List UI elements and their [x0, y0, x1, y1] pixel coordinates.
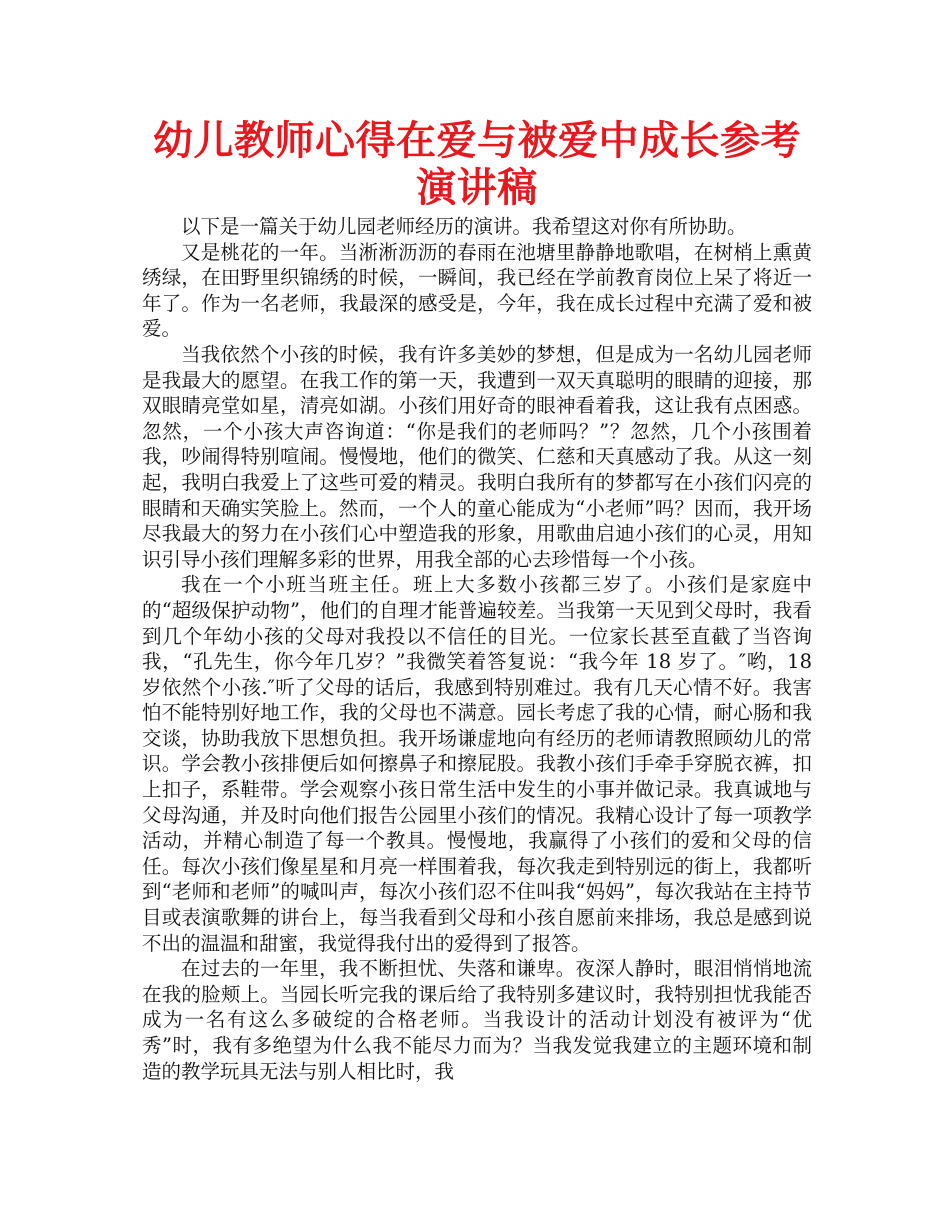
paragraph-spring: 又是桃花的一年。当淅淅沥沥的春雨在池塘里静静地歌唱，在树梢上熏黄绣绿，在田野里织锦绣的时候，一瞬间，我已经在学前教育岗位上呆了将近一年了。作为一名老师，我最深的感受是，今年，我在成长过程中充满了爱和被爱。	[142, 240, 812, 341]
paragraph-intro: 以下是一篇关于幼儿园老师经历的演讲。我希望这对你有所协助。	[181, 215, 747, 238]
paragraph-past-year: 在过去的一年里，我不断担忧、失落和谦卑。夜深人静时，眼泪悄悄地流在我的脸颊上。当园长听完我的课后给了我特别多建议时，我特别担忧我能否成为一名有这么多破绽的合格老师。当我设计的活动计划没有被评为“优秀”时，我有多绝望为什么我不能尽力而为？当我发觉我建立的主题环境和制造的教学玩具无法与别人相比时，我	[142, 957, 812, 1083]
document-body	[142, 214, 812, 1084]
document-page	[142, 118, 812, 1084]
document-title: 幼儿教师心得在爱与被爱中成长参考演讲稿	[153, 118, 801, 211]
paragraph-small-class: 我在一个小班当班主任。班上大多数小孩都三岁了。小孩们是家庭中的“超级保护动物”，他们的自理才能普遍较差。当我第一天见到父母时，我看到几个年幼小孩的父母对我投以不信任的目光。一位家长甚至直截了当咨询我，“孔先生，你今年几岁？”我微笑着答复说：“我今年 18 岁了。″哟，18 岁依然个小孩.″听了父母的话后，我感到特别难过。我有几天心情不好。我害怕不能特别好地工作，我的父母也不满意。园长考虑了我的心情，耐心肠和我交谈，协助我放下思想负担。我开场谦虚地向有经历的老师请教照顾幼儿的常识。学会教小孩排便后如何擦鼻子和擦屁股。我教小孩们手牵手穿脱衣裤，扣上扣子，系鞋带。学会观察小孩日常生活中发生的小事并做记录。我真诚地与父母沟通，并及时向他们报告公园里小孩们的情况。我精心设计了每一项教学活动，并精心制造了每一个教具。慢慢地，我赢得了小孩们的爱和父母的信任。每次小孩们像星星和月亮一样围着我，每次我走到特别远的街上，我都听到“老师和老师”的喊叫声，每次小孩们忍不住叫我“妈妈”，每次我站在主持节目或表演歌舞的讲台上，每当我看到父母和小孩自愿前来排场，我总是感到说不出的温温和甜蜜，我觉得我付出的爱得到了报答。	[142, 573, 812, 955]
paragraph-dream: 当我依然个小孩的时候，我有许多美妙的梦想，但是成为一名幼儿园老师是我最大的愿望。在我工作的第一天，我遭到一双天真聪明的眼睛的迎接，那双眼睛亮堂如星，清亮如湖。小孩们用好奇的眼神看着我，这让我有点困惑。忽然，一个小孩大声咨询道：“你是我们的老师吗？”？忽然，几个小孩围着我，吵闹得特别喧闹。慢慢地，他们的微笑、仁慈和天真感动了我。从这一刻起，我明白我爱上了这些可爱的精灵。我明白我所有的梦都写在小孩们闪亮的眼睛和天确实笑脸上。然而，一个人的童心能成为“小老师”吗？因而，我开场尽我最大的努力在小孩们心中塑造我的形象，用歌曲启迪小孩们的心灵，用知识引导小孩们理解多彩的世界，用我全部的心去珍惜每一个小孩。	[142, 342, 812, 571]
